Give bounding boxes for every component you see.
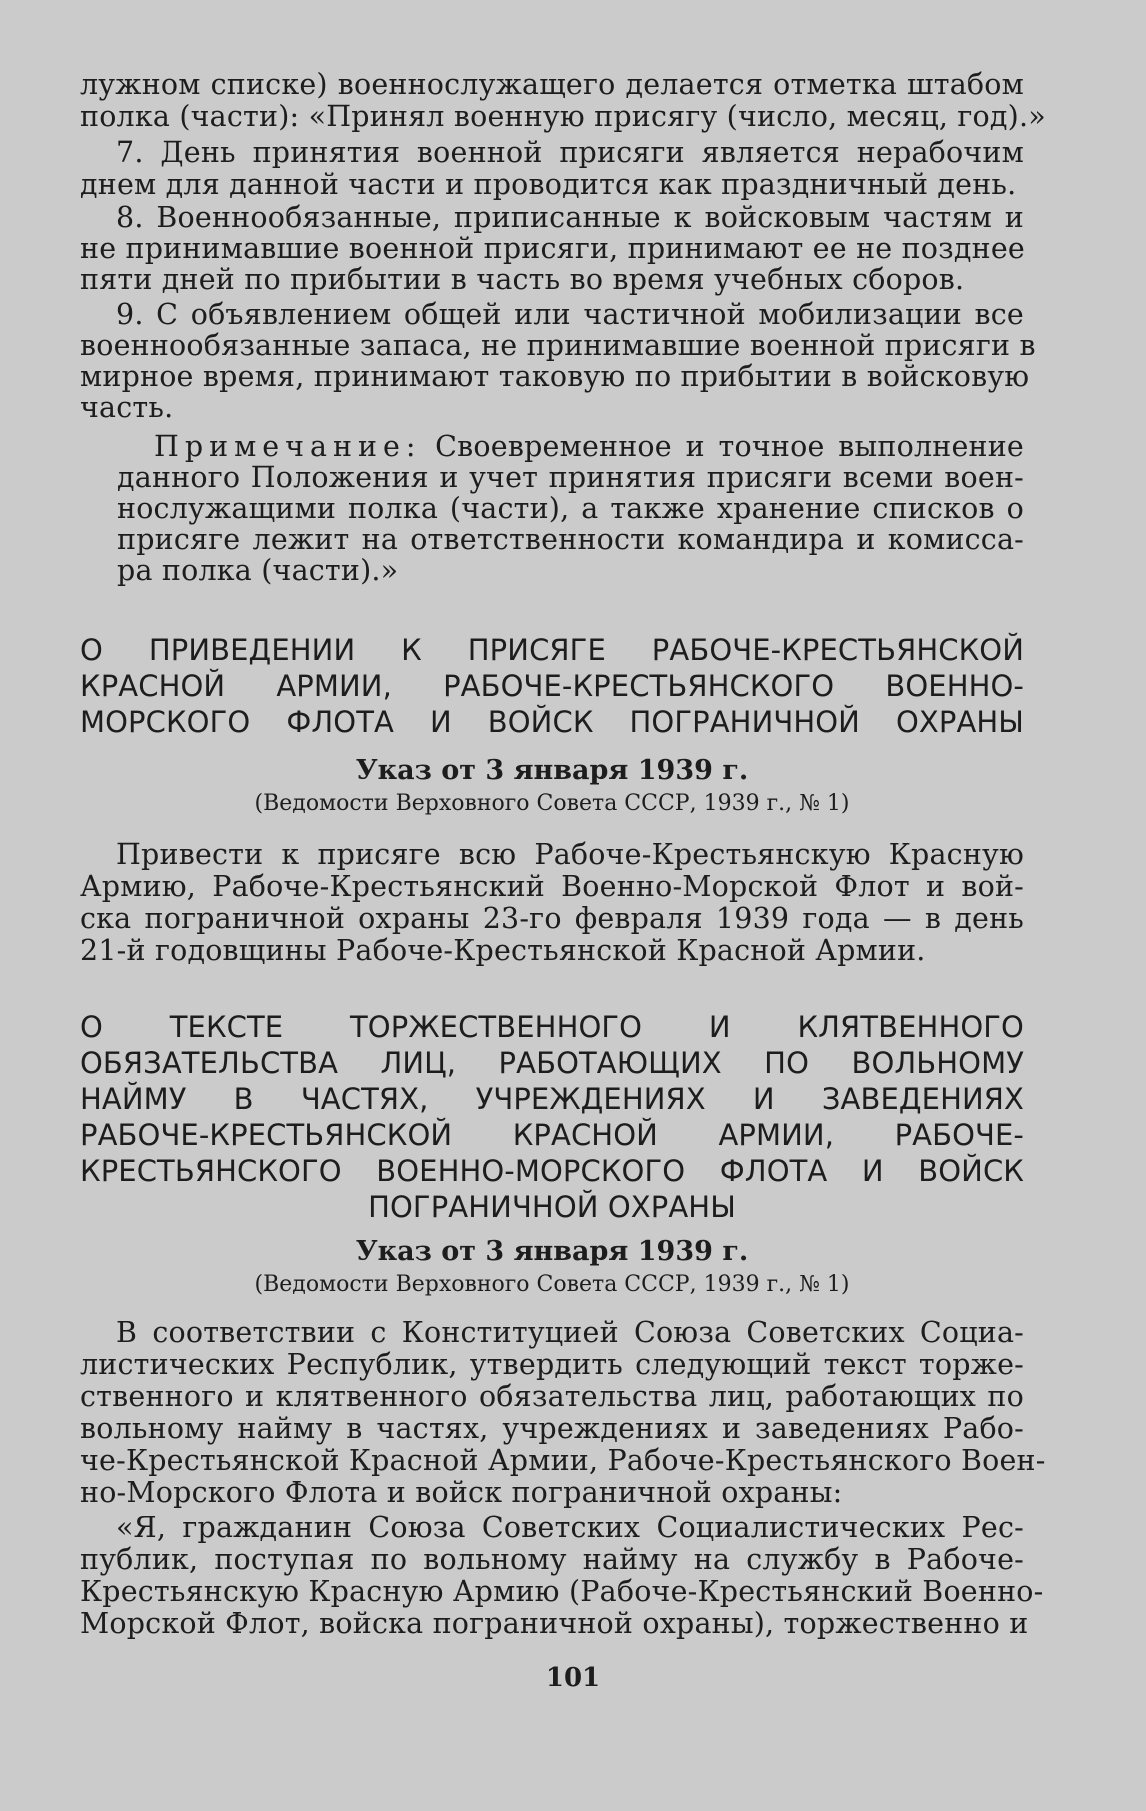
text-line: В соответствии с Конституцией Союза Советских Социа- xyxy=(116,1316,1024,1349)
text-line: 9. С объявлением общей или частичной мобилизации все xyxy=(116,298,1024,331)
decree-date: Указ от 3 января 1939 г. xyxy=(355,755,749,786)
paragraph-8 xyxy=(80,201,1024,294)
text-line: присяге лежит на ответственности командира и комисса- xyxy=(117,523,1024,556)
section-1-title xyxy=(80,633,1024,741)
heading-line: О ТЕКСТЕ ТОРЖЕСТВЕННОГО И КЛЯТВЕННОГО xyxy=(80,1010,1024,1044)
paragraph-6-end xyxy=(80,68,1046,133)
decree-source: (Ведомости Верховного Совета СССР, 1939 г., № 1) xyxy=(254,791,850,816)
note-paragraph xyxy=(80,430,1024,585)
heading-line: КРЕСТЬЯНСКОГО ВОЕННО-МОРСКОГО ФЛОТА И ВОЙСК xyxy=(80,1154,1024,1188)
text-line: ра полка (части).» xyxy=(117,554,399,587)
text-line: Морской Флот, войска пограничной охраны), торжественно и xyxy=(80,1607,1029,1640)
heading-line: ОБЯЗАТЕЛЬСТВА ЛИЦ, РАБОТАЮЩИХ ПО ВОЛЬНОМУ xyxy=(80,1046,1024,1080)
section-1-decree xyxy=(80,755,1024,821)
text-line: нослужащими полка (части), а также хранение списков о xyxy=(117,492,1024,525)
text-line: пяти дней по прибытии в часть во время учебных сборов. xyxy=(80,263,965,296)
note-text: Своевременное и точное выполнение xyxy=(421,430,1024,463)
decree-source: (Ведомости Верховного Совета СССР, 1939 г., № 1) xyxy=(254,1272,850,1297)
text-line: лужном списке) военнослужащего делается отметка штабом xyxy=(80,68,1024,101)
text-line: мирное время, принимают таковую по прибытии в войсковую xyxy=(80,360,1030,393)
text-line: днем для данной части и проводится как праздничный день. xyxy=(80,168,1017,201)
note-label: Примечание: xyxy=(154,430,422,463)
text-line: 8. Военнообязанные, приписанные к войсковым частям и xyxy=(116,201,1024,234)
section-2-body xyxy=(80,1316,1046,1509)
text-line: данного Положения и учет принятия присяги всеми воен- xyxy=(117,461,1024,494)
text-line: че-Крестьянской Красной Армии, Рабоче-Крестьянского Воен- xyxy=(80,1444,1046,1477)
text-line: но-Морского Флота и войск пограничной охраны: xyxy=(80,1476,843,1509)
page-number: 101 xyxy=(545,1663,601,1693)
text-line: листических Республик, утвердить следующий текст торже- xyxy=(80,1348,1024,1381)
paragraph-7 xyxy=(80,136,1024,200)
text-line: полка (части): «Принял военную присягу (число, месяц, год).» xyxy=(80,100,1046,133)
section-2-title xyxy=(80,1010,1024,1226)
heading-line: КРАСНОЙ АРМИИ, РАБОЧЕ-КРЕСТЬЯНСКОГО ВОЕННО- xyxy=(80,669,1024,703)
text-line: 21-й годовщины Рабоче-Крестьянской Красной Армии. xyxy=(80,934,926,967)
heading-line: О ПРИВЕДЕНИИ К ПРИСЯГЕ РАБОЧЕ-КРЕСТЬЯНСКОЙ xyxy=(80,633,1024,667)
heading-line: МОРСКОГО ФЛОТА И ВОЙСК ПОГРАНИЧНОЙ ОХРАНЫ xyxy=(80,705,1024,739)
text-line: 7. День принятия военной присяги является нерабочим xyxy=(116,136,1024,169)
text-line: публик, поступая по вольному найму на службу в Рабоче- xyxy=(80,1543,1024,1576)
paragraph-9 xyxy=(80,298,1036,424)
heading-line: НАЙМУ В ЧАСТЯХ, УЧРЕЖДЕНИЯХ И ЗАВЕДЕНИЯХ xyxy=(80,1082,1024,1116)
section-1-body xyxy=(80,838,1024,966)
text-line: Крестьянскую Красную Армию (Рабоче-Крестьянский Военно- xyxy=(80,1575,1044,1608)
text-line: вольному найму в частях, учреждениях и заведениях Рабо- xyxy=(80,1412,1024,1445)
heading-line: РАБОЧЕ-КРЕСТЬЯНСКОЙ КРАСНОЙ АРМИИ, РАБОЧЕ- xyxy=(80,1118,1024,1152)
oath-text xyxy=(80,1511,1044,1640)
text-line: часть. xyxy=(80,391,174,424)
text-line xyxy=(80,430,1024,461)
heading-line: ПОГРАНИЧНОЙ ОХРАНЫ xyxy=(368,1190,736,1224)
text-line: ственного и клятвенного обязательства лиц, работающих по xyxy=(80,1380,1024,1413)
text-line: не принимавшие военной присяги, принимают ее не позднее xyxy=(80,232,1025,265)
decree-date: Указ от 3 января 1939 г. xyxy=(355,1236,749,1267)
text-line: Привести к присяге всю Рабоче-Крестьянскую Красную xyxy=(116,838,1024,871)
text-line: «Я, гражданин Союза Советских Социалистических Рес- xyxy=(116,1511,1024,1544)
text-line: военнообязанные запаса, не принимавшие военной присяги в xyxy=(80,329,1036,362)
section-2-decree xyxy=(80,1236,1024,1302)
text-line: Армию, Рабоче-Крестьянский Военно-Морской Флот и вой- xyxy=(80,870,1024,903)
text-line: ска пограничной охраны 23-го февраля 1939 года — в день xyxy=(80,902,1024,935)
